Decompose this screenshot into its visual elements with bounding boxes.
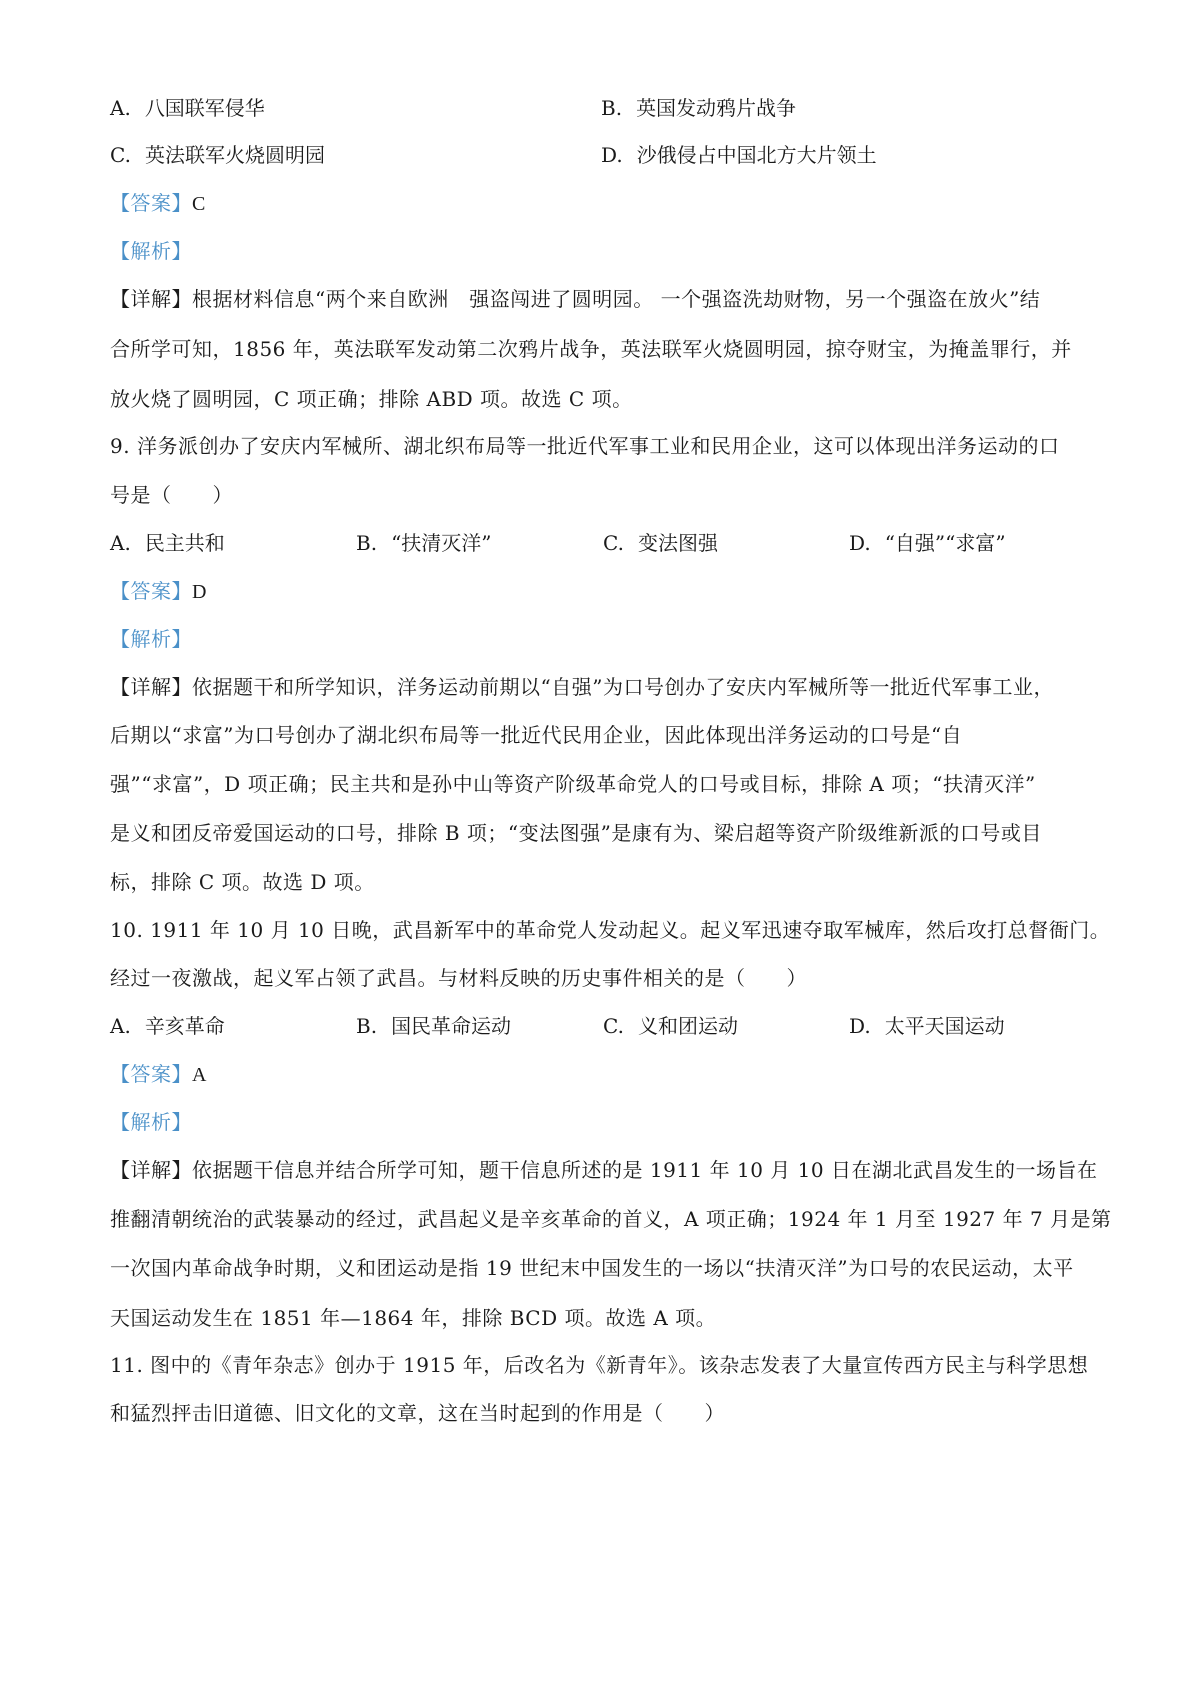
q10-option-d	[849, 1012, 1005, 1040]
q9-detail-line-2: 后期以“求富”为口号创办了湖北织布局等一批近代民用企业，因此体现出洋务运动的口号是“自	[110, 723, 963, 747]
option-letter: A.	[110, 96, 131, 120]
analysis-tag: 【解析】	[110, 1110, 192, 1134]
answer-value: D	[192, 581, 207, 603]
q8-option-c	[110, 141, 325, 169]
q10-stem-line-1: 10. 1911 年 10 月 10 日晚，武昌新军中的革命党人发动起义。起义军迅速夺取军械库，然后攻打总督衙门。	[110, 918, 1111, 942]
option-letter: B.	[356, 1014, 378, 1038]
q10-detail-line-1	[110, 1156, 1100, 1184]
q9-answer	[110, 577, 1100, 606]
option-letter: C.	[110, 143, 131, 167]
q8-detail-line-2: 合所学可知，1856 年，英法联军发动第二次鸦片战争，英法联军火烧圆明园，掠夺财宝，为掩盖罪行，并	[110, 337, 1072, 361]
detail-text: 根据材料信息“两个来自欧洲 强盗闯进了圆明园。 一个强盗洗劫财物，另一个强盗在放火”结	[192, 287, 1041, 311]
q10-detail-line-3: 一次国内革命战争时期，义和团运动是指 19 世纪末中国发生的一场以“扶清灭洋”为口号的农民运动，太平	[110, 1256, 1074, 1280]
q9-stem-line-1: 9. 洋务派创办了安庆内军械所、湖北织布局等一批近代军事工业和民用企业，这可以体现出洋务运动的口	[110, 434, 1060, 458]
option-text: “自强”“求富”	[884, 531, 1006, 555]
option-letter: C.	[603, 1014, 624, 1038]
q9-detail-line-1	[110, 673, 1100, 701]
q9-detail-line-3: 强”“求富”，D 项正确；民主共和是孙中山等资产阶级革命党人的口号或目标，排除 A 项；“扶清灭洋”	[110, 772, 1036, 796]
q9-option-a	[110, 529, 225, 557]
q10-option-b	[356, 1012, 511, 1040]
detail-text: 依据题干和所学知识，洋务运动前期以“自强”为口号创办了安庆内军械所等一批近代军事工业，	[192, 675, 1054, 699]
option-letter: D.	[849, 531, 871, 555]
analysis-tag: 【解析】	[110, 627, 192, 651]
option-letter: C.	[603, 531, 624, 555]
option-text: “扶清灭洋”	[391, 531, 492, 555]
option-text: 变法图强	[637, 531, 718, 555]
q11-stem-line-1: 11. 图中的《青年杂志》创办于 1915 年，后改名为《新青年》。该杂志发表了大量宣传西方民主与科学思想	[110, 1353, 1089, 1377]
q10-analysis	[110, 1108, 1100, 1136]
q9-detail-line-4: 是义和团反帝爱国运动的口号，排除 B 项；“变法图强”是康有为、梁启超等资产阶级维新派的口号或目	[110, 821, 1042, 845]
detail-tag: 【详解】	[110, 675, 192, 699]
option-letter: A.	[110, 531, 131, 555]
option-text: 沙俄侵占中国北方大片领土	[636, 143, 877, 167]
q9-option-c	[603, 529, 718, 557]
detail-text: 依据题干信息并结合所学可知，题干信息所述的是 1911 年 10 月 10 日在湖北武昌发生的一场旨在	[192, 1158, 1098, 1182]
detail-tag: 【详解】	[110, 287, 192, 311]
answer-value: C	[192, 193, 206, 215]
option-text: 国民革命运动	[391, 1014, 512, 1038]
q10-option-a	[110, 1012, 225, 1040]
q8-option-d	[601, 141, 877, 169]
option-text: 英国发动鸦片战争	[636, 96, 797, 120]
q11-stem-line-2: 和猛烈抨击旧道德、旧文化的文章，这在当时起到的作用是（ ）	[110, 1401, 725, 1425]
analysis-tag: 【解析】	[110, 239, 192, 263]
q9-option-b	[356, 529, 492, 557]
answer-value: A	[192, 1064, 207, 1086]
q9-option-d	[849, 529, 1006, 557]
option-letter: D.	[849, 1014, 871, 1038]
q8-option-b	[601, 94, 796, 122]
answer-tag: 【答案】	[110, 1062, 192, 1086]
q10-detail-line-2: 推翻清朝统治的武装暴动的经过，武昌起义是辛亥革命的首义，A 项正确；1924 年 1 月至 1927 年 7 月是第	[110, 1207, 1112, 1231]
q9-stem-line-2: 号是（ ）	[110, 483, 233, 507]
q10-stem-line-2: 经过一夜激战，起义军占领了武昌。与材料反映的历史事件相关的是（ ）	[110, 966, 807, 990]
option-text: 义和团运动	[637, 1014, 738, 1038]
q10-answer	[110, 1060, 1100, 1089]
option-letter: D.	[601, 143, 623, 167]
q8-analysis	[110, 237, 1100, 265]
answer-tag: 【答案】	[110, 191, 192, 215]
q9-detail-line-5: 标，排除 C 项。故选 D 项。	[110, 870, 375, 894]
option-letter: B.	[601, 96, 623, 120]
option-letter: B.	[356, 531, 378, 555]
option-text: 英法联军火烧圆明园	[144, 143, 325, 167]
option-letter: A.	[110, 1014, 131, 1038]
answer-tag: 【答案】	[110, 579, 192, 603]
detail-tag: 【详解】	[110, 1158, 192, 1182]
q10-detail-line-4: 天国运动发生在 1851 年—1864 年，排除 BCD 项。故选 A 项。	[110, 1306, 717, 1330]
option-text: 八国联军侵华	[144, 96, 265, 120]
option-text: 辛亥革命	[144, 1014, 225, 1038]
q8-answer	[110, 189, 1100, 218]
q8-option-a	[110, 94, 265, 122]
option-text: 民主共和	[144, 531, 225, 555]
q8-detail-line-3: 放火烧了圆明园，C 项正确；排除 ABD 项。故选 C 项。	[110, 387, 633, 411]
q8-detail-line-1	[110, 285, 1100, 313]
q10-option-c	[603, 1012, 738, 1040]
q9-analysis	[110, 625, 1100, 653]
option-text: 太平天国运动	[884, 1014, 1005, 1038]
